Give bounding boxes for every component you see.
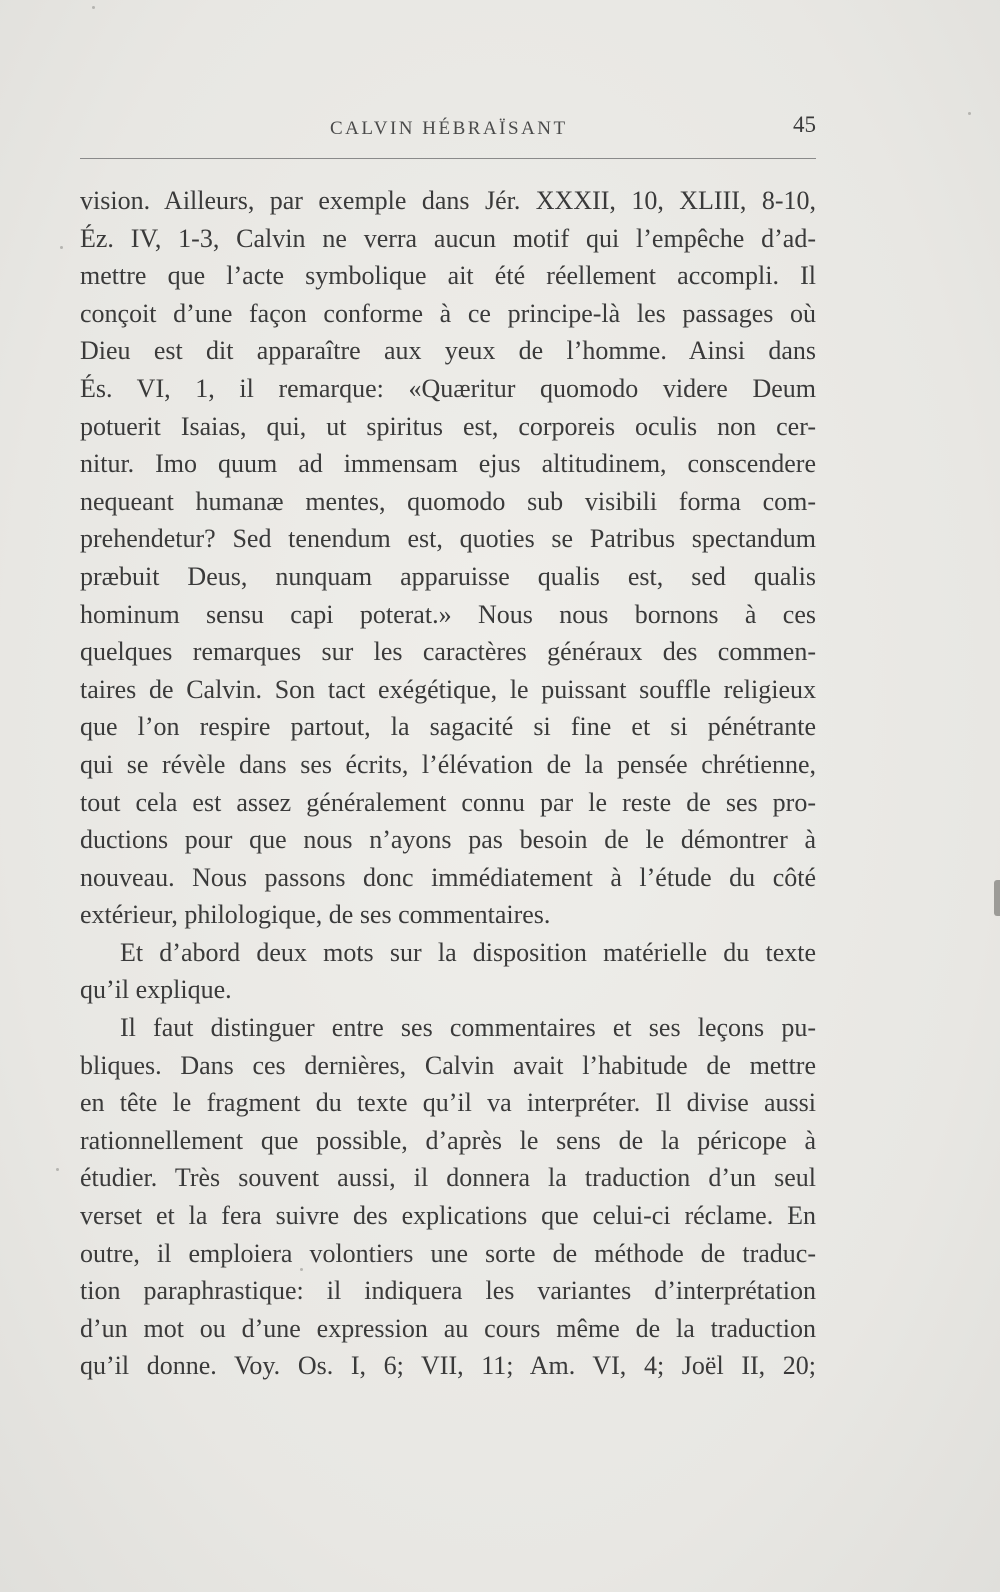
text-line: vision. Ailleurs, par exemple dans Jér. XXXII, 10, XLIII, 8-10,: [80, 186, 816, 215]
header-rule: [80, 158, 816, 159]
body-text: [80, 182, 816, 1385]
page-number: 45: [793, 112, 816, 137]
text-line: Il faut distinguer entre ses commentaires et ses leçons pu-: [120, 1013, 816, 1043]
page-header: [80, 112, 816, 152]
paper-speck: [56, 1168, 59, 1171]
text-line: nouveau. Nous passons donc immédiatement à l’étude du côté: [80, 862, 816, 892]
text-line: nequeant humanæ mentes, quomodo sub visibili forma com-: [80, 486, 816, 516]
text-line: prehendetur? Sed tenendum est, quoties se Patribus spectandum: [80, 524, 816, 554]
text-line: És. VI, 1, il remarque: «Quæritur quomodo videre Deum: [80, 373, 816, 403]
text-line: quelques remarques sur les caractères généraux des commen-: [80, 637, 816, 667]
text-line: tion paraphrastique: il indiquera les variantes d’interprétation: [80, 1276, 816, 1306]
running-head: CALVIN HÉBRAÏSANT: [330, 118, 568, 139]
text-line: outre, il emploiera volontiers une sorte de méthode de traduc-: [80, 1238, 816, 1268]
text-line: qu’il explique.: [80, 975, 232, 1005]
text-line: Éz. IV, 1-3, Calvin ne verra aucun motif qui l’empêche d’ad-: [80, 223, 816, 253]
paper-speck: [300, 1268, 303, 1271]
text-line: que l’on respire partout, la sagacité si fine et si pénétrante: [80, 712, 816, 742]
paper-speck: [60, 246, 63, 249]
text-line: conçoit d’une façon conforme à ce principe-là les passages où: [80, 298, 816, 328]
text-line: bliques. Dans ces dernières, Calvin avait l’habitude de mettre: [80, 1050, 816, 1080]
text-line: rationnellement que possible, d’après le sens de la péricope à: [80, 1125, 816, 1155]
paper-speck: [92, 6, 95, 9]
text-line: Dieu est dit apparaître aux yeux de l’homme. Ainsi dans: [80, 336, 816, 366]
text-line: d’un mot ou d’une expression au cours même de la traduction: [80, 1313, 816, 1343]
text-line: verset et la fera suivre des explications que celui-ci réclame. En: [80, 1201, 816, 1231]
text-line: extérieur, philologique, de ses commentaires.: [80, 900, 551, 930]
text-line: qui se révèle dans ses écrits, l’élévation de la pensée chrétienne,: [80, 749, 816, 779]
text-line: hominum sensu capi poterat.» Nous nous bornons à ces: [80, 599, 816, 629]
text-line: tout cela est assez généralement connu par le reste de ses pro-: [80, 787, 816, 817]
text-line: qu’il donne. Voy. Os. I, 6; VII, 11; Am. VI, 4; Joël II, 20;: [80, 1351, 816, 1381]
page-edge-mark: [994, 880, 1000, 916]
text-line: en tête le fragment du texte qu’il va interpréter. Il divise aussi: [80, 1088, 816, 1118]
text-line: potuerit Isaias, qui, ut spiritus est, corporeis oculis non cer-: [80, 411, 816, 441]
text-line: taires de Calvin. Son tact exégétique, le puissant souffle religieux: [80, 674, 816, 704]
text-line: Et d’abord deux mots sur la disposition matérielle du texte: [120, 937, 816, 967]
text-line: mettre que l’acte symbolique ait été réellement accompli. Il: [80, 261, 816, 291]
text-line: nitur. Imo quum ad immensam ejus altitudinem, conscendere: [80, 449, 816, 479]
paper-speck: [968, 112, 971, 115]
text-line: præbuit Deus, nunquam apparuisse qualis est, sed qualis: [80, 561, 816, 591]
text-line: étudier. Très souvent aussi, il donnera la traduction d’un seul: [80, 1163, 816, 1193]
text-line: ductions pour que nous n’ayons pas besoin de le démontrer à: [80, 825, 816, 855]
